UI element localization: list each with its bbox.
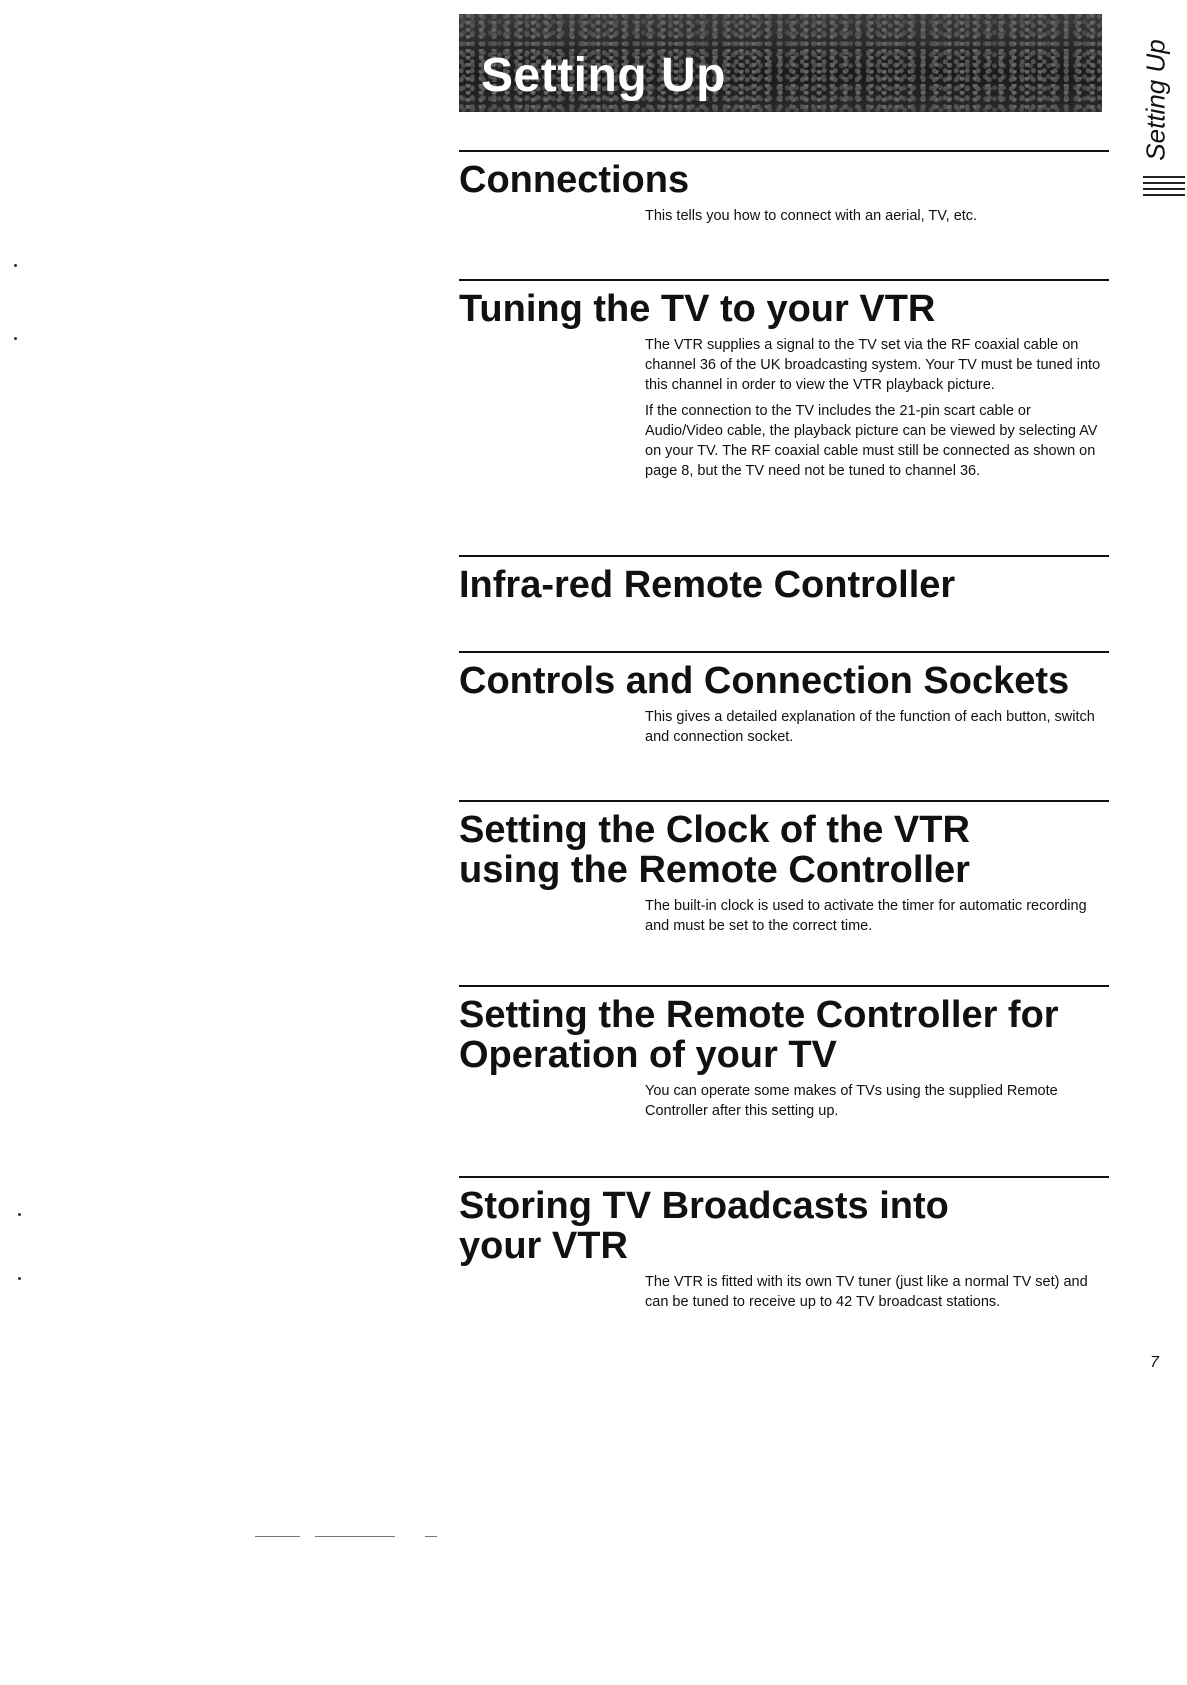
scan-line — [315, 1536, 395, 1537]
section-storing-broadcasts — [459, 1176, 1109, 1318]
page-number: 7 — [1150, 1354, 1159, 1371]
description-paragraph: If the connection to the TV includes the 21-pin scart cable or Audio/Video cable, the playback picture can be viewed by selecting AV on your TV. The RF coaxial cable must still be connected as shown on page 8, but the TV need not be tuned to channel 36. — [645, 403, 1098, 479]
side-tab-marker — [1143, 176, 1185, 200]
section-description — [645, 1081, 1105, 1121]
side-tab-label: Setting Up — [1140, 39, 1171, 161]
description-paragraph: The VTR is fitted with its own TV tuner (just like a normal TV set) and can be tuned to receive up to 42 TV broadcast stations. — [645, 1274, 1088, 1310]
section-controls — [459, 651, 1109, 753]
scan-line — [255, 1536, 300, 1537]
description-paragraph: This gives a detailed explanation of the function of each button, switch and connection socket. — [645, 709, 1095, 745]
section-divider — [459, 279, 1109, 281]
page-title: Setting Up — [481, 49, 726, 102]
section-remote-controller — [459, 555, 1109, 605]
title-banner — [459, 14, 1102, 112]
section-heading: Controls and Connection Sockets — [459, 660, 1070, 702]
section-clock — [459, 800, 1109, 942]
section-heading: Setting the Clock of the VTR using the Remote Controller — [459, 809, 970, 891]
scan-speck — [14, 264, 17, 267]
section-divider — [459, 985, 1109, 987]
section-description — [645, 896, 1105, 936]
section-remote-setup — [459, 985, 1109, 1127]
description-paragraph: This tells you how to connect with an aerial, TV, etc. — [645, 208, 978, 224]
section-connections — [459, 150, 1109, 232]
section-description — [645, 206, 1105, 226]
scan-speck — [18, 1213, 21, 1216]
scan-speck — [18, 1277, 21, 1280]
section-divider — [459, 555, 1109, 557]
section-heading: Setting the Remote Controller for Operation of your TV — [459, 994, 1059, 1076]
description-paragraph: The built-in clock is used to activate the timer for automatic recording and must be set to the correct time. — [645, 898, 1087, 934]
section-divider — [459, 651, 1109, 653]
section-description — [645, 335, 1105, 481]
section-divider — [459, 150, 1109, 152]
section-description — [645, 1272, 1105, 1312]
section-heading: Infra-red Remote Controller — [459, 564, 956, 606]
side-tab — [1136, 30, 1176, 170]
section-divider — [459, 1176, 1109, 1178]
description-paragraph: You can operate some makes of TVs using the supplied Remote Controller after this setting up. — [645, 1083, 1058, 1119]
description-paragraph: The VTR supplies a signal to the TV set via the RF coaxial cable on channel 36 of the UK broadcasting system. Your TV must be tuned into this channel in order to view the VTR playback picture. — [645, 337, 1101, 393]
section-tuning — [459, 279, 1109, 487]
section-heading: Connections — [459, 159, 690, 201]
scan-speck — [14, 337, 17, 340]
section-heading: Storing TV Broadcasts into your VTR — [459, 1185, 949, 1267]
scan-line — [425, 1536, 437, 1537]
section-description — [645, 707, 1105, 747]
section-heading: Tuning the TV to your VTR — [459, 288, 936, 330]
section-divider — [459, 800, 1109, 802]
